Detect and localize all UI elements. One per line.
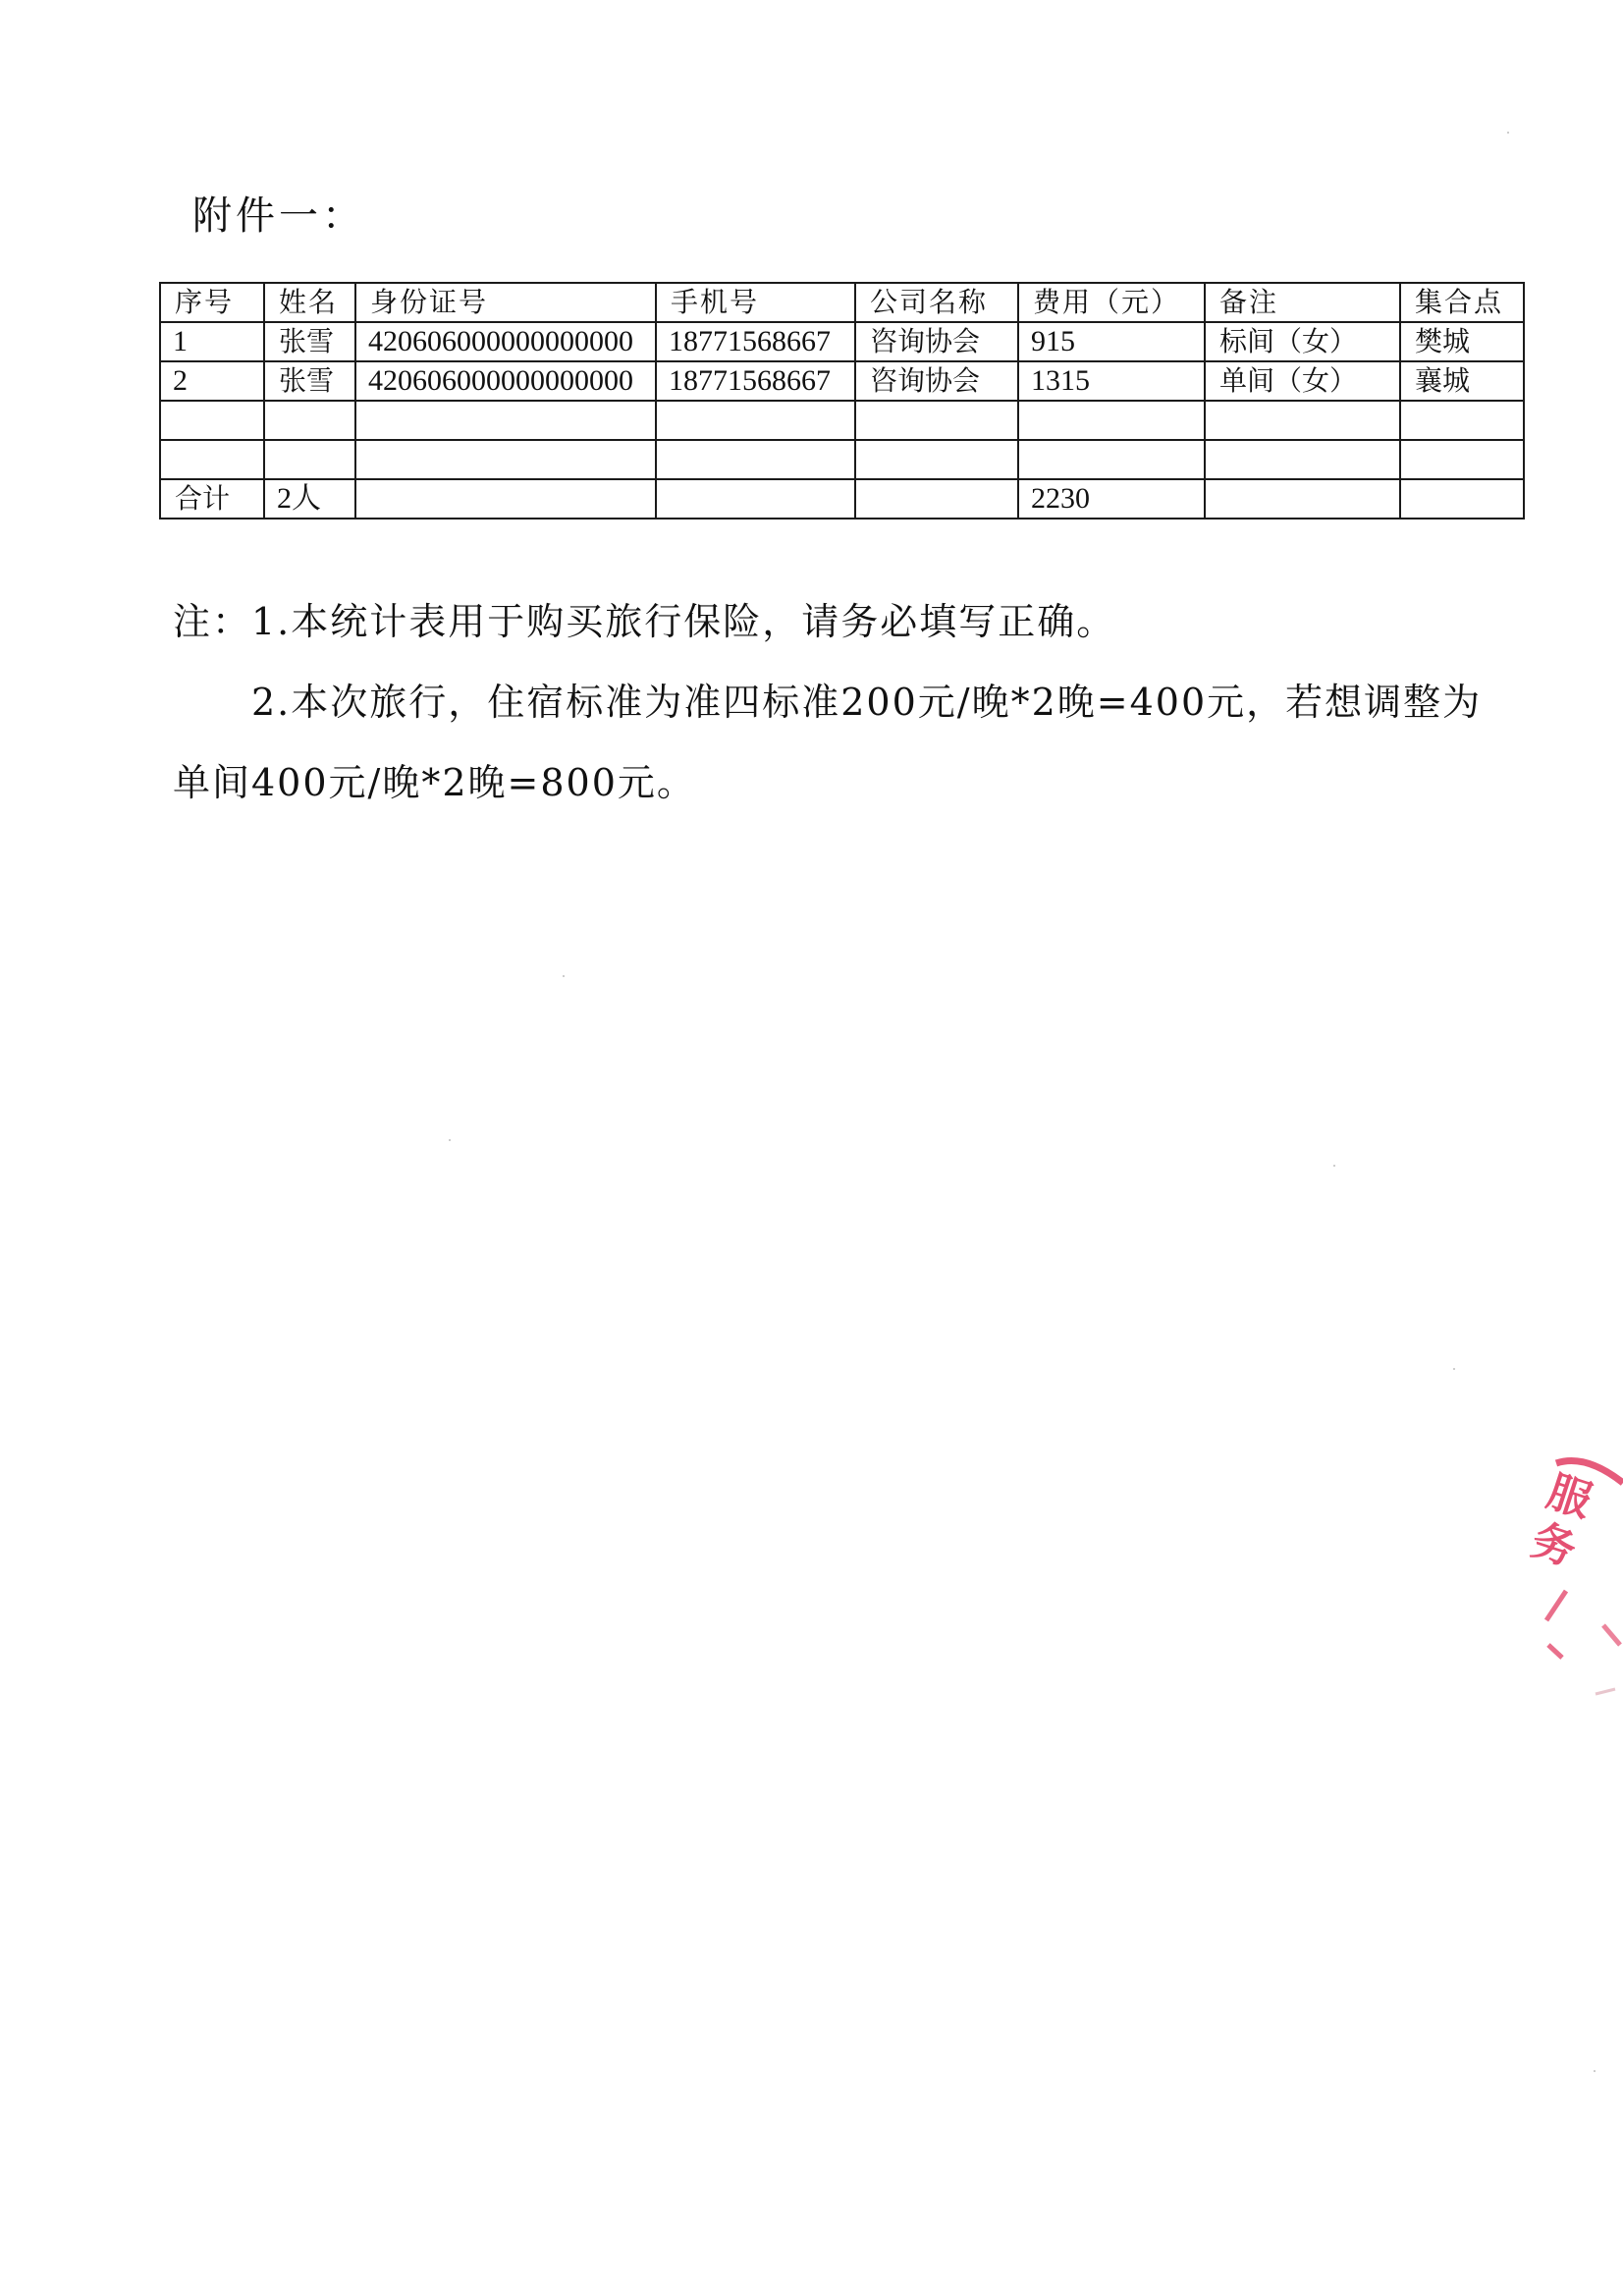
cell-seq: 1 xyxy=(160,322,264,361)
scan-speck xyxy=(1594,2070,1596,2072)
table-header-row xyxy=(160,283,1524,322)
header-cell-id: 身份证号 xyxy=(355,283,656,322)
scan-speck xyxy=(1507,132,1509,134)
cell-empty xyxy=(1018,440,1205,479)
cell-empty xyxy=(656,479,855,519)
cell-empty xyxy=(1205,479,1400,519)
note-line-1: 注：1.本统计表用于购买旅行保险，请务必填写正确。 xyxy=(173,600,1116,643)
cell-remark: 标间（女） xyxy=(1205,322,1400,361)
cell-id: 420606000000000000 xyxy=(355,322,656,361)
cell-empty xyxy=(160,401,264,440)
cell-meeting-point: 襄城 xyxy=(1400,361,1524,401)
cell-empty xyxy=(855,479,1018,519)
cell-empty xyxy=(855,440,1018,479)
header-cell-company: 公司名称 xyxy=(855,283,1018,322)
cell-remark: 单间（女） xyxy=(1205,361,1400,401)
cell-phone: 18771568667 xyxy=(656,322,855,361)
scan-speck xyxy=(563,975,565,977)
table-row-empty xyxy=(160,401,1524,440)
cell-empty xyxy=(1400,440,1524,479)
total-count: 2人 xyxy=(264,479,355,519)
scan-speck xyxy=(1453,1368,1455,1370)
header-cell-phone: 手机号 xyxy=(656,283,855,322)
note-line-3: 单间400元/晚*2晚=800元。 xyxy=(173,761,696,804)
cell-empty xyxy=(355,479,656,519)
cell-phone: 18771568667 xyxy=(656,361,855,401)
cell-meeting-point: 樊城 xyxy=(1400,322,1524,361)
cell-id: 420606000000000000 xyxy=(355,361,656,401)
cell-empty xyxy=(264,440,355,479)
cell-empty xyxy=(1018,401,1205,440)
scan-speck xyxy=(449,1139,451,1141)
cell-empty xyxy=(855,401,1018,440)
cell-empty xyxy=(1205,401,1400,440)
header-cell-seq: 序号 xyxy=(160,283,264,322)
cell-empty xyxy=(1400,479,1524,519)
note-line-2: 2.本次旅行，住宿标准为准四标准200元/晚*2晚=400元，若想调整为 xyxy=(251,681,1483,724)
scan-speck xyxy=(1333,1165,1335,1167)
page-title: 附件一： xyxy=(192,193,365,239)
cell-company: 咨询协会 xyxy=(855,361,1018,401)
table-row xyxy=(160,322,1524,361)
cell-name: 张雪 xyxy=(264,322,355,361)
cell-empty xyxy=(355,401,656,440)
cell-fee: 1315 xyxy=(1018,361,1205,401)
total-label: 合计 xyxy=(160,479,264,519)
cell-empty xyxy=(1400,401,1524,440)
table-row-empty xyxy=(160,440,1524,479)
header-cell-meeting-point: 集合点 xyxy=(1400,283,1524,322)
seal-stamp-text: 服务 xyxy=(1525,1466,1598,1576)
cell-empty xyxy=(656,401,855,440)
cell-fee: 915 xyxy=(1018,322,1205,361)
cell-empty xyxy=(1205,440,1400,479)
notes-section xyxy=(173,581,1488,823)
total-fee: 2230 xyxy=(1018,479,1205,519)
header-cell-fee: 费用（元） xyxy=(1018,283,1205,322)
roster-table xyxy=(159,282,1525,519)
cell-empty xyxy=(656,440,855,479)
cell-empty xyxy=(160,440,264,479)
header-cell-name: 姓名 xyxy=(264,283,355,322)
table-row xyxy=(160,361,1524,401)
header-cell-remark: 备注 xyxy=(1205,283,1400,322)
cell-seq: 2 xyxy=(160,361,264,401)
table-total-row xyxy=(160,479,1524,519)
cell-empty xyxy=(355,440,656,479)
cell-name: 张雪 xyxy=(264,361,355,401)
cell-empty xyxy=(264,401,355,440)
cell-company: 咨询协会 xyxy=(855,322,1018,361)
